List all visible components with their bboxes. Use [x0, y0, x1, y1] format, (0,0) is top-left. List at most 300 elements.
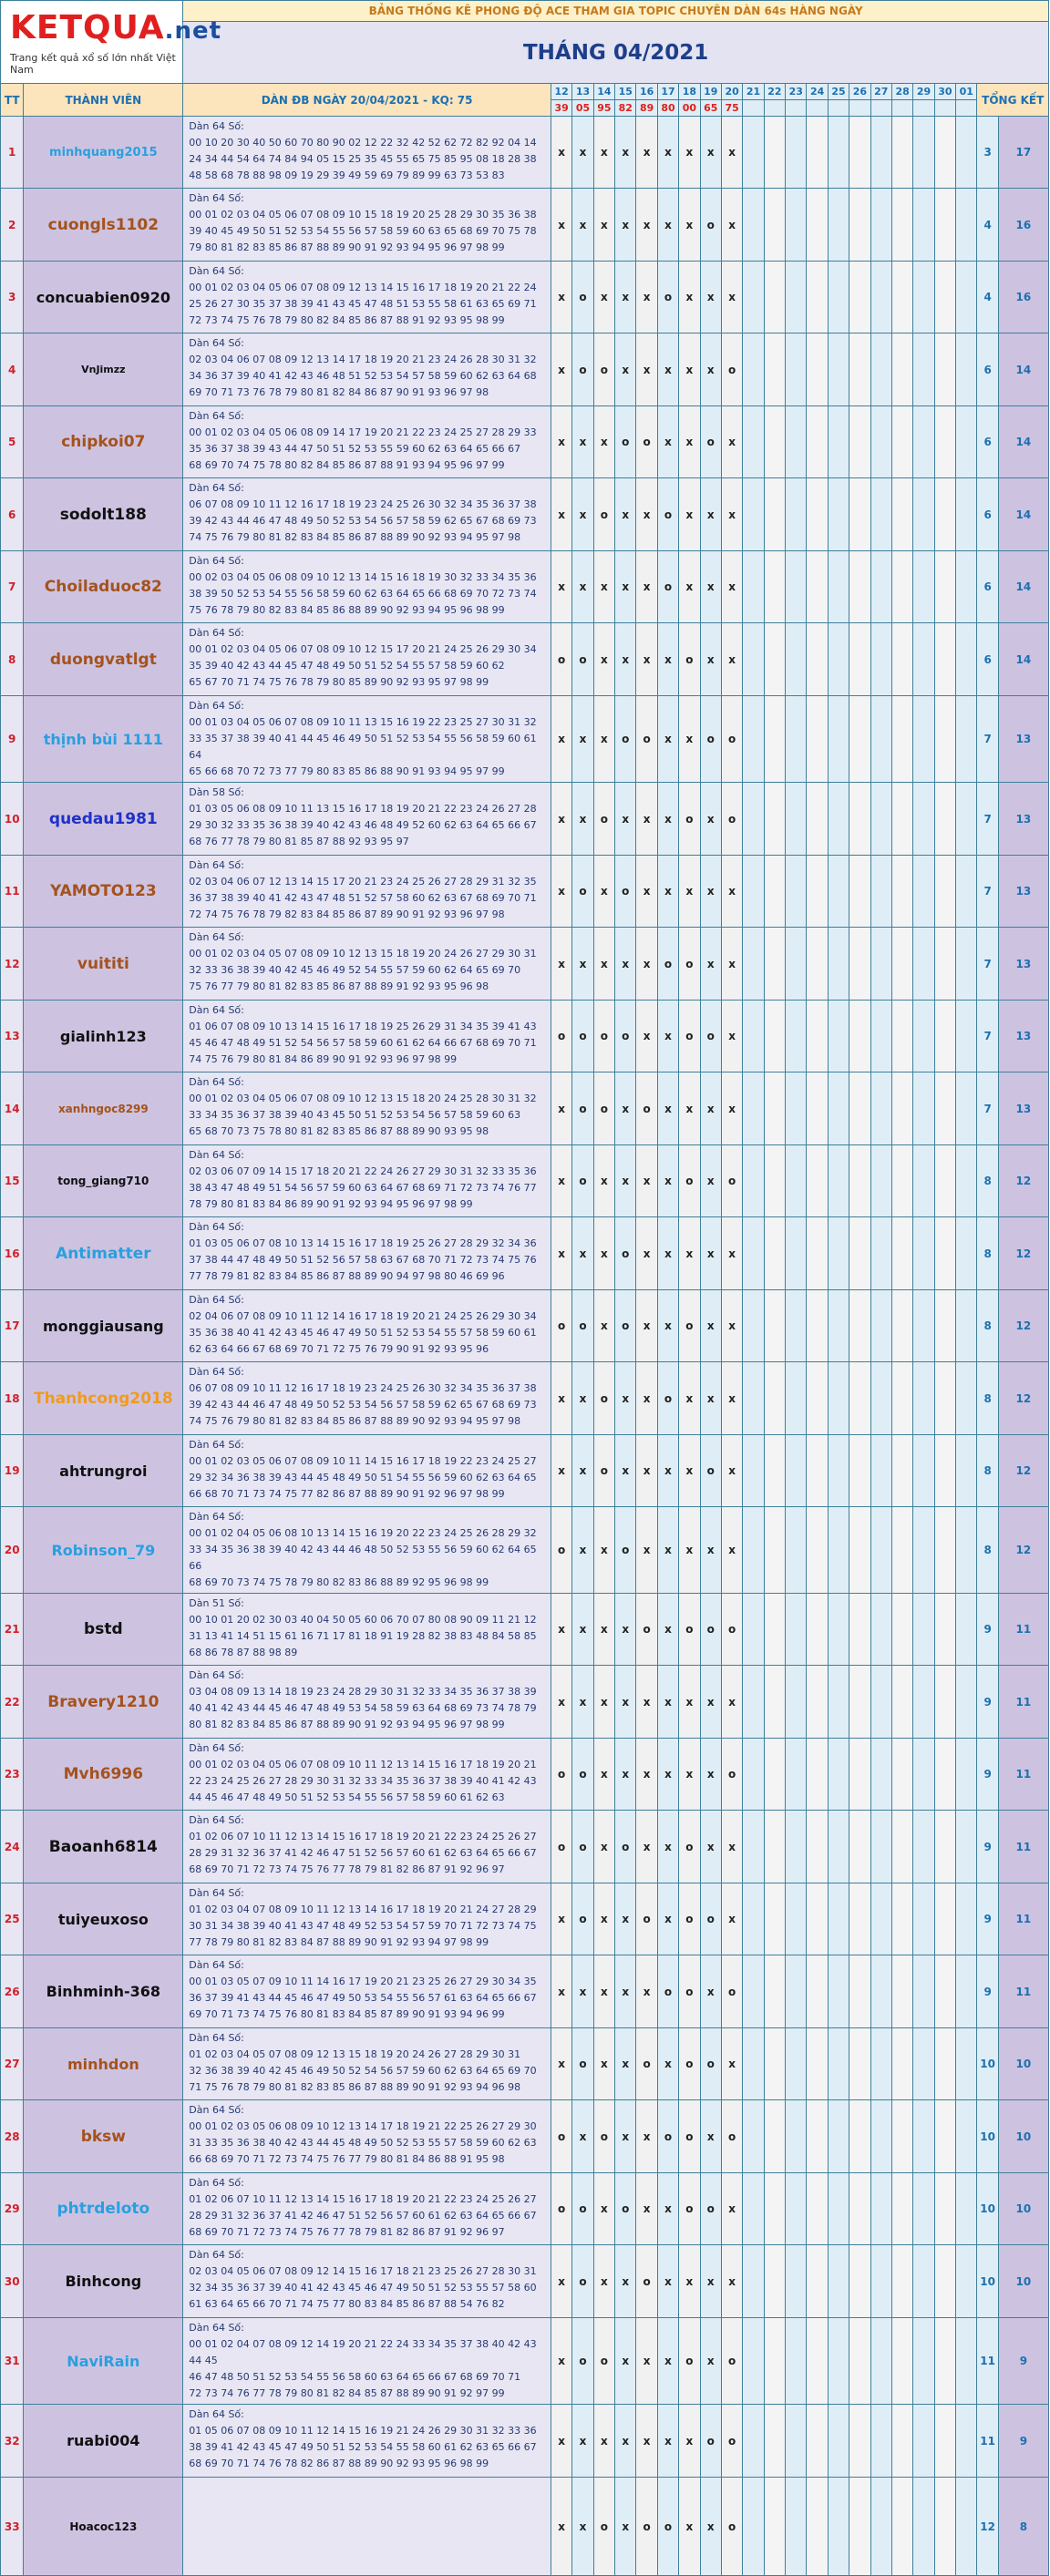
day-mark: o [721, 2405, 742, 2478]
empty-day-cell [786, 1435, 807, 1507]
empty-day-cell [934, 2318, 955, 2405]
dan-numbers-line: 30 31 34 38 39 40 41 43 47 48 49 52 53 54 57 59 70 71 72 73 74 75 [189, 1920, 537, 1932]
empty-day-cell [891, 2100, 912, 2173]
empty-day-cell [870, 334, 891, 406]
dan-numbers-line: 00 10 01 20 02 30 03 40 04 50 05 60 06 70 07 80 08 90 09 11 21 12 [189, 1614, 537, 1626]
day-mark: x [657, 1290, 678, 1362]
miss-count: 4 [977, 262, 998, 334]
member-name[interactable]: Hoacoc123 [24, 2478, 183, 2576]
dan-cell [183, 1739, 551, 1811]
day-mark: x [593, 2028, 614, 2100]
dan-cell [183, 262, 551, 334]
empty-day-cell [764, 334, 785, 406]
member-name[interactable]: cuongls1102 [24, 189, 183, 262]
empty-day-cell [913, 117, 934, 189]
dan-numbers-line: 00 01 02 04 05 06 08 10 13 14 15 16 19 20 22 23 24 25 26 28 29 32 [189, 1527, 537, 1539]
day-mark: x [700, 478, 721, 551]
member-name[interactable]: Mvh6996 [24, 1739, 183, 1811]
row-number: 18 [1, 1362, 24, 1435]
member-row [1, 623, 1049, 696]
empty-day-cell [807, 856, 828, 928]
member-name[interactable]: minhquang2015 [24, 117, 183, 189]
dan-cell [183, 189, 551, 262]
empty-day-cell [870, 1739, 891, 1811]
dan-numbers-line: 32 33 36 38 39 40 42 45 46 49 52 54 55 57 59 60 62 64 65 69 70 [189, 964, 521, 976]
dan-numbers-line: 00 01 02 03 04 05 06 07 08 09 10 12 13 15 18 20 24 25 28 30 31 32 [189, 1093, 537, 1104]
day-mark: o [593, 1072, 614, 1145]
hit-count: 12 [998, 1435, 1048, 1507]
member-name[interactable]: Binhcong [24, 2245, 183, 2318]
empty-day-cell [870, 2100, 891, 2173]
row-number: 27 [1, 2028, 24, 2100]
ketqua-logo[interactable] [1, 8, 222, 76]
empty-day-cell [956, 117, 977, 189]
day-mark: x [551, 1072, 571, 1145]
dan-numbers-line: 72 73 74 75 76 78 79 80 82 84 85 86 87 88 91 92 93 95 98 99 [189, 314, 505, 326]
day-mark: x [593, 189, 614, 262]
member-name[interactable]: ruabi004 [24, 2405, 183, 2478]
day-mark: x [551, 2028, 571, 2100]
empty-day-cell [891, 262, 912, 334]
row-number: 14 [1, 1072, 24, 1145]
day-mark: x [657, 1811, 678, 1883]
miss-count: 7 [977, 928, 998, 1001]
empty-day-cell [934, 406, 955, 478]
empty-day-cell [786, 334, 807, 406]
empty-day-cell [891, 117, 912, 189]
empty-day-cell [764, 189, 785, 262]
member-row [1, 928, 1049, 1001]
member-name[interactable]: tuiyeuxoso [24, 1883, 183, 1955]
dan-numbers-line: 00 01 02 03 04 05 06 07 08 09 10 15 18 19 20 25 28 29 30 35 36 38 [189, 209, 537, 221]
empty-day-cell [764, 1072, 785, 1145]
dan-label: Dàn 64 Số: [189, 1742, 244, 1754]
dan-numbers-line: 38 43 47 48 49 51 54 56 57 59 60 63 64 67 68 69 71 72 73 74 76 77 [189, 1182, 537, 1194]
day-mark: x [551, 551, 571, 623]
day-mark: x [636, 623, 657, 696]
day-mark: o [636, 2028, 657, 2100]
member-name[interactable]: ahtrungroi [24, 1435, 183, 1507]
member-name[interactable]: quedau1981 [24, 783, 183, 856]
member-name[interactable]: xanhngoc8299 [24, 1072, 183, 1145]
dan-numbers-line: 32 36 38 39 40 42 45 46 49 50 52 54 56 57 59 60 62 63 64 65 69 70 [189, 2065, 537, 2077]
empty-day-cell [849, 1883, 870, 1955]
hit-count: 13 [998, 928, 1048, 1001]
day-mark: x [636, 189, 657, 262]
member-name[interactable]: Choiladuoc82 [24, 551, 183, 623]
day-mark: x [700, 2478, 721, 2576]
empty-day-cell [934, 189, 955, 262]
member-name[interactable]: monggiausang [24, 1290, 183, 1362]
empty-day-cell [913, 189, 934, 262]
day-mark: x [700, 1072, 721, 1145]
day-mark: x [679, 1362, 700, 1435]
empty-day-cell [807, 1145, 828, 1217]
empty-day-cell [786, 2245, 807, 2318]
member-row [1, 262, 1049, 334]
member-name[interactable]: Thanhcong2018 [24, 1362, 183, 1435]
dan-numbers-line: 35 36 37 38 39 43 44 47 50 51 52 53 55 59 60 62 63 64 65 66 67 [189, 443, 521, 455]
day-result [807, 100, 828, 117]
day-header: 14 [593, 84, 614, 100]
empty-day-cell [743, 1290, 764, 1362]
day-mark: x [679, 189, 700, 262]
day-mark: x [657, 2028, 678, 2100]
empty-day-cell [828, 1739, 849, 1811]
day-mark: x [551, 1955, 571, 2028]
empty-day-cell [849, 2028, 870, 2100]
miss-count: 11 [977, 2405, 998, 2478]
empty-day-cell [807, 334, 828, 406]
day-mark: o [679, 1290, 700, 1362]
empty-day-cell [934, 1594, 955, 1666]
day-mark: o [657, 262, 678, 334]
empty-day-cell [764, 1594, 785, 1666]
day-mark: x [700, 1955, 721, 2028]
row-number: 15 [1, 1145, 24, 1217]
member-name[interactable]: sodolt188 [24, 478, 183, 551]
empty-day-cell [891, 406, 912, 478]
member-name[interactable]: gialinh123 [24, 1001, 183, 1072]
empty-day-cell [828, 856, 849, 928]
dan-numbers-line: 01 02 03 04 07 08 09 10 11 12 13 14 16 17 18 19 20 21 24 27 28 29 [189, 1904, 537, 1915]
day-mark: o [615, 1507, 636, 1594]
empty-day-cell [786, 117, 807, 189]
dan-numbers-line: 69 70 71 73 76 78 79 80 81 82 84 86 87 90 91 93 96 97 98 [189, 386, 489, 398]
member-name[interactable]: Binhminh-368 [24, 1955, 183, 2028]
day-mark: x [721, 117, 742, 189]
empty-day-cell [786, 1811, 807, 1883]
empty-day-cell [849, 928, 870, 1001]
member-row [1, 1883, 1049, 1955]
day-mark: o [593, 1362, 614, 1435]
dan-numbers-line: 69 70 71 73 74 75 76 80 81 83 84 85 87 89 90 91 93 94 96 99 [189, 2008, 505, 2020]
empty-day-cell [913, 1883, 934, 1955]
empty-day-cell [934, 696, 955, 783]
dan-numbers-line: 01 05 06 07 08 09 10 11 12 14 15 16 19 21 24 26 29 30 31 32 33 36 [189, 2425, 537, 2437]
empty-day-cell [743, 1217, 764, 1290]
empty-day-cell [764, 478, 785, 551]
row-number: 19 [1, 1435, 24, 1507]
empty-day-cell [891, 1217, 912, 1290]
empty-day-cell [764, 2100, 785, 2173]
dan-label: Dàn 64 Số: [189, 859, 244, 871]
dan-numbers-line: 00 01 02 03 04 05 07 08 09 10 12 13 15 18 19 20 24 26 27 29 30 31 [189, 948, 537, 960]
day-mark: x [636, 1811, 657, 1883]
day-mark: o [572, 1290, 593, 1362]
empty-day-cell [764, 1001, 785, 1072]
empty-day-cell [828, 623, 849, 696]
day-header: 23 [786, 84, 807, 100]
empty-day-cell [934, 262, 955, 334]
row-number: 8 [1, 623, 24, 696]
day-mark: x [700, 1362, 721, 1435]
empty-day-cell [807, 696, 828, 783]
day-mark: x [551, 334, 571, 406]
day-header: 27 [870, 84, 891, 100]
day-result [786, 100, 807, 117]
day-mark: x [721, 928, 742, 1001]
dan-label: Dàn 64 Số: [189, 2032, 244, 2044]
empty-day-cell [807, 189, 828, 262]
empty-day-cell [828, 1217, 849, 1290]
day-mark: x [636, 928, 657, 1001]
day-mark: x [636, 551, 657, 623]
empty-day-cell [891, 2478, 912, 2576]
day-mark: x [657, 1507, 678, 1594]
day-mark: o [721, 2100, 742, 2173]
day-mark: x [593, 1594, 614, 1666]
empty-day-cell [743, 334, 764, 406]
day-mark: o [721, 1145, 742, 1217]
empty-day-cell [828, 783, 849, 856]
day-mark: x [615, 2245, 636, 2318]
member-name[interactable]: phtrdeloto [24, 2173, 183, 2245]
member-name[interactable]: bksw [24, 2100, 183, 2173]
empty-day-cell [786, 2100, 807, 2173]
dan-numbers-line: 00 01 03 05 07 09 10 11 14 16 17 19 20 21 23 25 26 27 29 30 34 35 [189, 1976, 537, 1987]
empty-day-cell [934, 1362, 955, 1435]
dan-label: Dàn 64 Số: [189, 1366, 244, 1378]
miss-count: 3 [977, 117, 998, 189]
day-mark: x [572, 117, 593, 189]
day-mark: x [700, 1145, 721, 1217]
empty-day-cell [828, 1594, 849, 1666]
empty-day-cell [913, 1217, 934, 1290]
dan-cell [183, 1001, 551, 1072]
empty-day-cell [956, 2318, 977, 2405]
miss-count: 10 [977, 2028, 998, 2100]
row-number: 10 [1, 783, 24, 856]
member-name[interactable]: NaviRain [24, 2318, 183, 2405]
day-mark: x [679, 262, 700, 334]
member-name[interactable]: Antimatter [24, 1217, 183, 1290]
day-result: 82 [615, 100, 636, 117]
dan-numbers-line: 02 03 06 07 09 14 15 17 18 20 21 22 24 26 27 29 30 31 32 33 35 36 [189, 1165, 537, 1177]
day-mark: x [615, 189, 636, 262]
day-mark: o [657, 1955, 678, 2028]
day-mark: o [572, 2245, 593, 2318]
day-mark: o [679, 2318, 700, 2405]
day-mark: o [721, 1739, 742, 1811]
miss-count: 10 [977, 2245, 998, 2318]
dan-cell [183, 783, 551, 856]
empty-day-cell [956, 478, 977, 551]
day-header: 12 [551, 84, 571, 100]
empty-day-cell [891, 1883, 912, 1955]
empty-day-cell [849, 262, 870, 334]
dan-cell [183, 1362, 551, 1435]
day-header: 21 [743, 84, 764, 100]
day-mark: x [636, 1955, 657, 2028]
member-name[interactable]: VnJimzz [24, 334, 183, 406]
dan-numbers-line: 74 75 76 79 80 81 82 83 84 85 86 87 88 89 90 92 93 94 95 97 98 [189, 531, 521, 543]
dan-label: Dàn 64 Số: [189, 1887, 244, 1899]
day-mark: x [615, 117, 636, 189]
empty-day-cell [849, 117, 870, 189]
row-number: 4 [1, 334, 24, 406]
day-mark: o [636, 1072, 657, 1145]
empty-day-cell [807, 1955, 828, 2028]
row-number: 3 [1, 262, 24, 334]
hit-count: 11 [998, 1883, 1048, 1955]
member-row [1, 2245, 1049, 2318]
day-mark: x [700, 1217, 721, 1290]
empty-day-cell [913, 262, 934, 334]
member-name[interactable]: bstd [24, 1594, 183, 1666]
day-mark: x [700, 1666, 721, 1739]
day-header: 17 [657, 84, 678, 100]
day-mark: o [615, 696, 636, 783]
empty-day-cell [807, 1290, 828, 1362]
day-mark: o [721, 2478, 742, 2576]
empty-day-cell [956, 1362, 977, 1435]
day-mark: x [572, 1594, 593, 1666]
empty-day-cell [934, 1290, 955, 1362]
empty-day-cell [807, 783, 828, 856]
member-name[interactable]: concuabien0920 [24, 262, 183, 334]
dan-cell [183, 1666, 551, 1739]
empty-day-cell [891, 2318, 912, 2405]
empty-day-cell [807, 1739, 828, 1811]
dan-numbers-line: 00 10 20 30 40 50 60 70 80 90 02 12 22 32 42 52 62 72 82 92 04 14 [189, 137, 537, 149]
day-mark: x [636, 2100, 657, 2173]
hit-count: 11 [998, 1811, 1048, 1883]
day-mark: x [551, 2245, 571, 2318]
empty-day-cell [764, 262, 785, 334]
member-name[interactable]: thịnh bùi 1111 [24, 696, 183, 783]
dan-cell [183, 334, 551, 406]
row-number: 6 [1, 478, 24, 551]
logo-cell [1, 1, 222, 84]
empty-day-cell [764, 1739, 785, 1811]
day-mark: o [679, 783, 700, 856]
empty-day-cell [870, 1435, 891, 1507]
row-number: 23 [1, 1739, 24, 1811]
day-mark: x [657, 856, 678, 928]
dan-numbers-line: 72 74 75 76 78 79 82 83 84 85 86 87 89 90 91 92 93 96 97 98 [189, 908, 505, 920]
dan-numbers-line: 68 69 70 71 72 73 74 75 76 77 78 79 81 82 86 87 91 92 96 97 [189, 2226, 505, 2238]
empty-day-cell [786, 623, 807, 696]
day-mark: o [551, 1290, 571, 1362]
member-name[interactable]: Bravery1210 [24, 1666, 183, 1739]
day-mark: x [679, 1666, 700, 1739]
day-mark: o [572, 1145, 593, 1217]
member-name[interactable]: Baoanh6814 [24, 1811, 183, 1883]
dan-numbers-line: 38 39 41 42 43 45 47 49 50 51 52 53 54 55 58 60 61 62 63 65 66 67 [189, 2441, 537, 2453]
empty-day-cell [870, 1666, 891, 1739]
day-mark: x [679, 1217, 700, 1290]
row-number: 17 [1, 1290, 24, 1362]
day-mark: x [615, 2028, 636, 2100]
miss-count: 10 [977, 2173, 998, 2245]
day-mark: o [679, 1883, 700, 1955]
day-mark: x [636, 1435, 657, 1507]
empty-day-cell [870, 1883, 891, 1955]
member-name[interactable]: vuititi [24, 928, 183, 1001]
member-name[interactable]: tong_giang710 [24, 1145, 183, 1217]
dan-label: Dàn 64 Số: [189, 410, 244, 422]
row-number: 20 [1, 1507, 24, 1594]
member-name[interactable]: Robinson_79 [24, 1507, 183, 1594]
day-header: 30 [934, 84, 955, 100]
empty-day-cell [891, 783, 912, 856]
day-mark: x [700, 1507, 721, 1594]
empty-day-cell [743, 551, 764, 623]
day-header: 24 [807, 84, 828, 100]
day-mark: x [721, 478, 742, 551]
day-mark: x [615, 1362, 636, 1435]
day-mark: o [700, 1435, 721, 1507]
empty-day-cell [849, 478, 870, 551]
empty-day-cell [786, 783, 807, 856]
day-mark: x [551, 856, 571, 928]
day-mark: o [721, 2318, 742, 2405]
empty-day-cell [743, 1507, 764, 1594]
empty-day-cell [786, 2405, 807, 2478]
day-mark: o [593, 2478, 614, 2576]
day-mark: x [721, 406, 742, 478]
day-mark: x [551, 406, 571, 478]
hit-count: 13 [998, 856, 1048, 928]
day-mark: x [615, 1072, 636, 1145]
day-mark: o [593, 1001, 614, 1072]
day-mark: o [551, 1739, 571, 1811]
miss-count: 7 [977, 1072, 998, 1145]
row-number: 33 [1, 2478, 24, 2576]
day-mark: x [657, 334, 678, 406]
day-mark: o [700, 1594, 721, 1666]
day-mark: x [615, 1435, 636, 1507]
day-mark: x [615, 2478, 636, 2576]
day-mark: x [551, 2318, 571, 2405]
banner-title: BẢNG THỐNG KÊ PHONG ĐỘ ACE THAM GIA TOPIC CHUYÊN DÀN 64s HÀNG NGÀY [183, 1, 1049, 22]
day-header: 28 [891, 84, 912, 100]
empty-day-cell [956, 1883, 977, 1955]
empty-day-cell [786, 1507, 807, 1594]
day-header: 20 [721, 84, 742, 100]
hit-count: 16 [998, 262, 1048, 334]
day-mark: o [572, 1883, 593, 1955]
day-mark: x [551, 478, 571, 551]
day-mark: o [657, 1362, 678, 1435]
member-name[interactable]: minhdon [24, 2028, 183, 2100]
miss-count: 7 [977, 856, 998, 928]
member-name[interactable]: duongvatlgt [24, 623, 183, 696]
logo-brand: KETQUA [10, 8, 165, 46]
empty-day-cell [807, 2318, 828, 2405]
dan-cell [183, 1811, 551, 1883]
empty-day-cell [828, 1435, 849, 1507]
member-name[interactable]: YAMOTO123 [24, 856, 183, 928]
day-mark: x [636, 1739, 657, 1811]
empty-day-cell [743, 478, 764, 551]
day-mark: x [657, 406, 678, 478]
hit-count: 12 [998, 1290, 1048, 1362]
member-row [1, 1811, 1049, 1883]
empty-day-cell [807, 1001, 828, 1072]
day-mark: x [551, 189, 571, 262]
member-name[interactable]: chipkoi07 [24, 406, 183, 478]
dan-cell [183, 1594, 551, 1666]
empty-day-cell [870, 2245, 891, 2318]
day-mark: o [700, 1883, 721, 1955]
row-number: 9 [1, 696, 24, 783]
empty-day-cell [807, 1811, 828, 1883]
day-mark: x [636, 478, 657, 551]
day-mark: x [657, 189, 678, 262]
day-result: 05 [572, 100, 593, 117]
